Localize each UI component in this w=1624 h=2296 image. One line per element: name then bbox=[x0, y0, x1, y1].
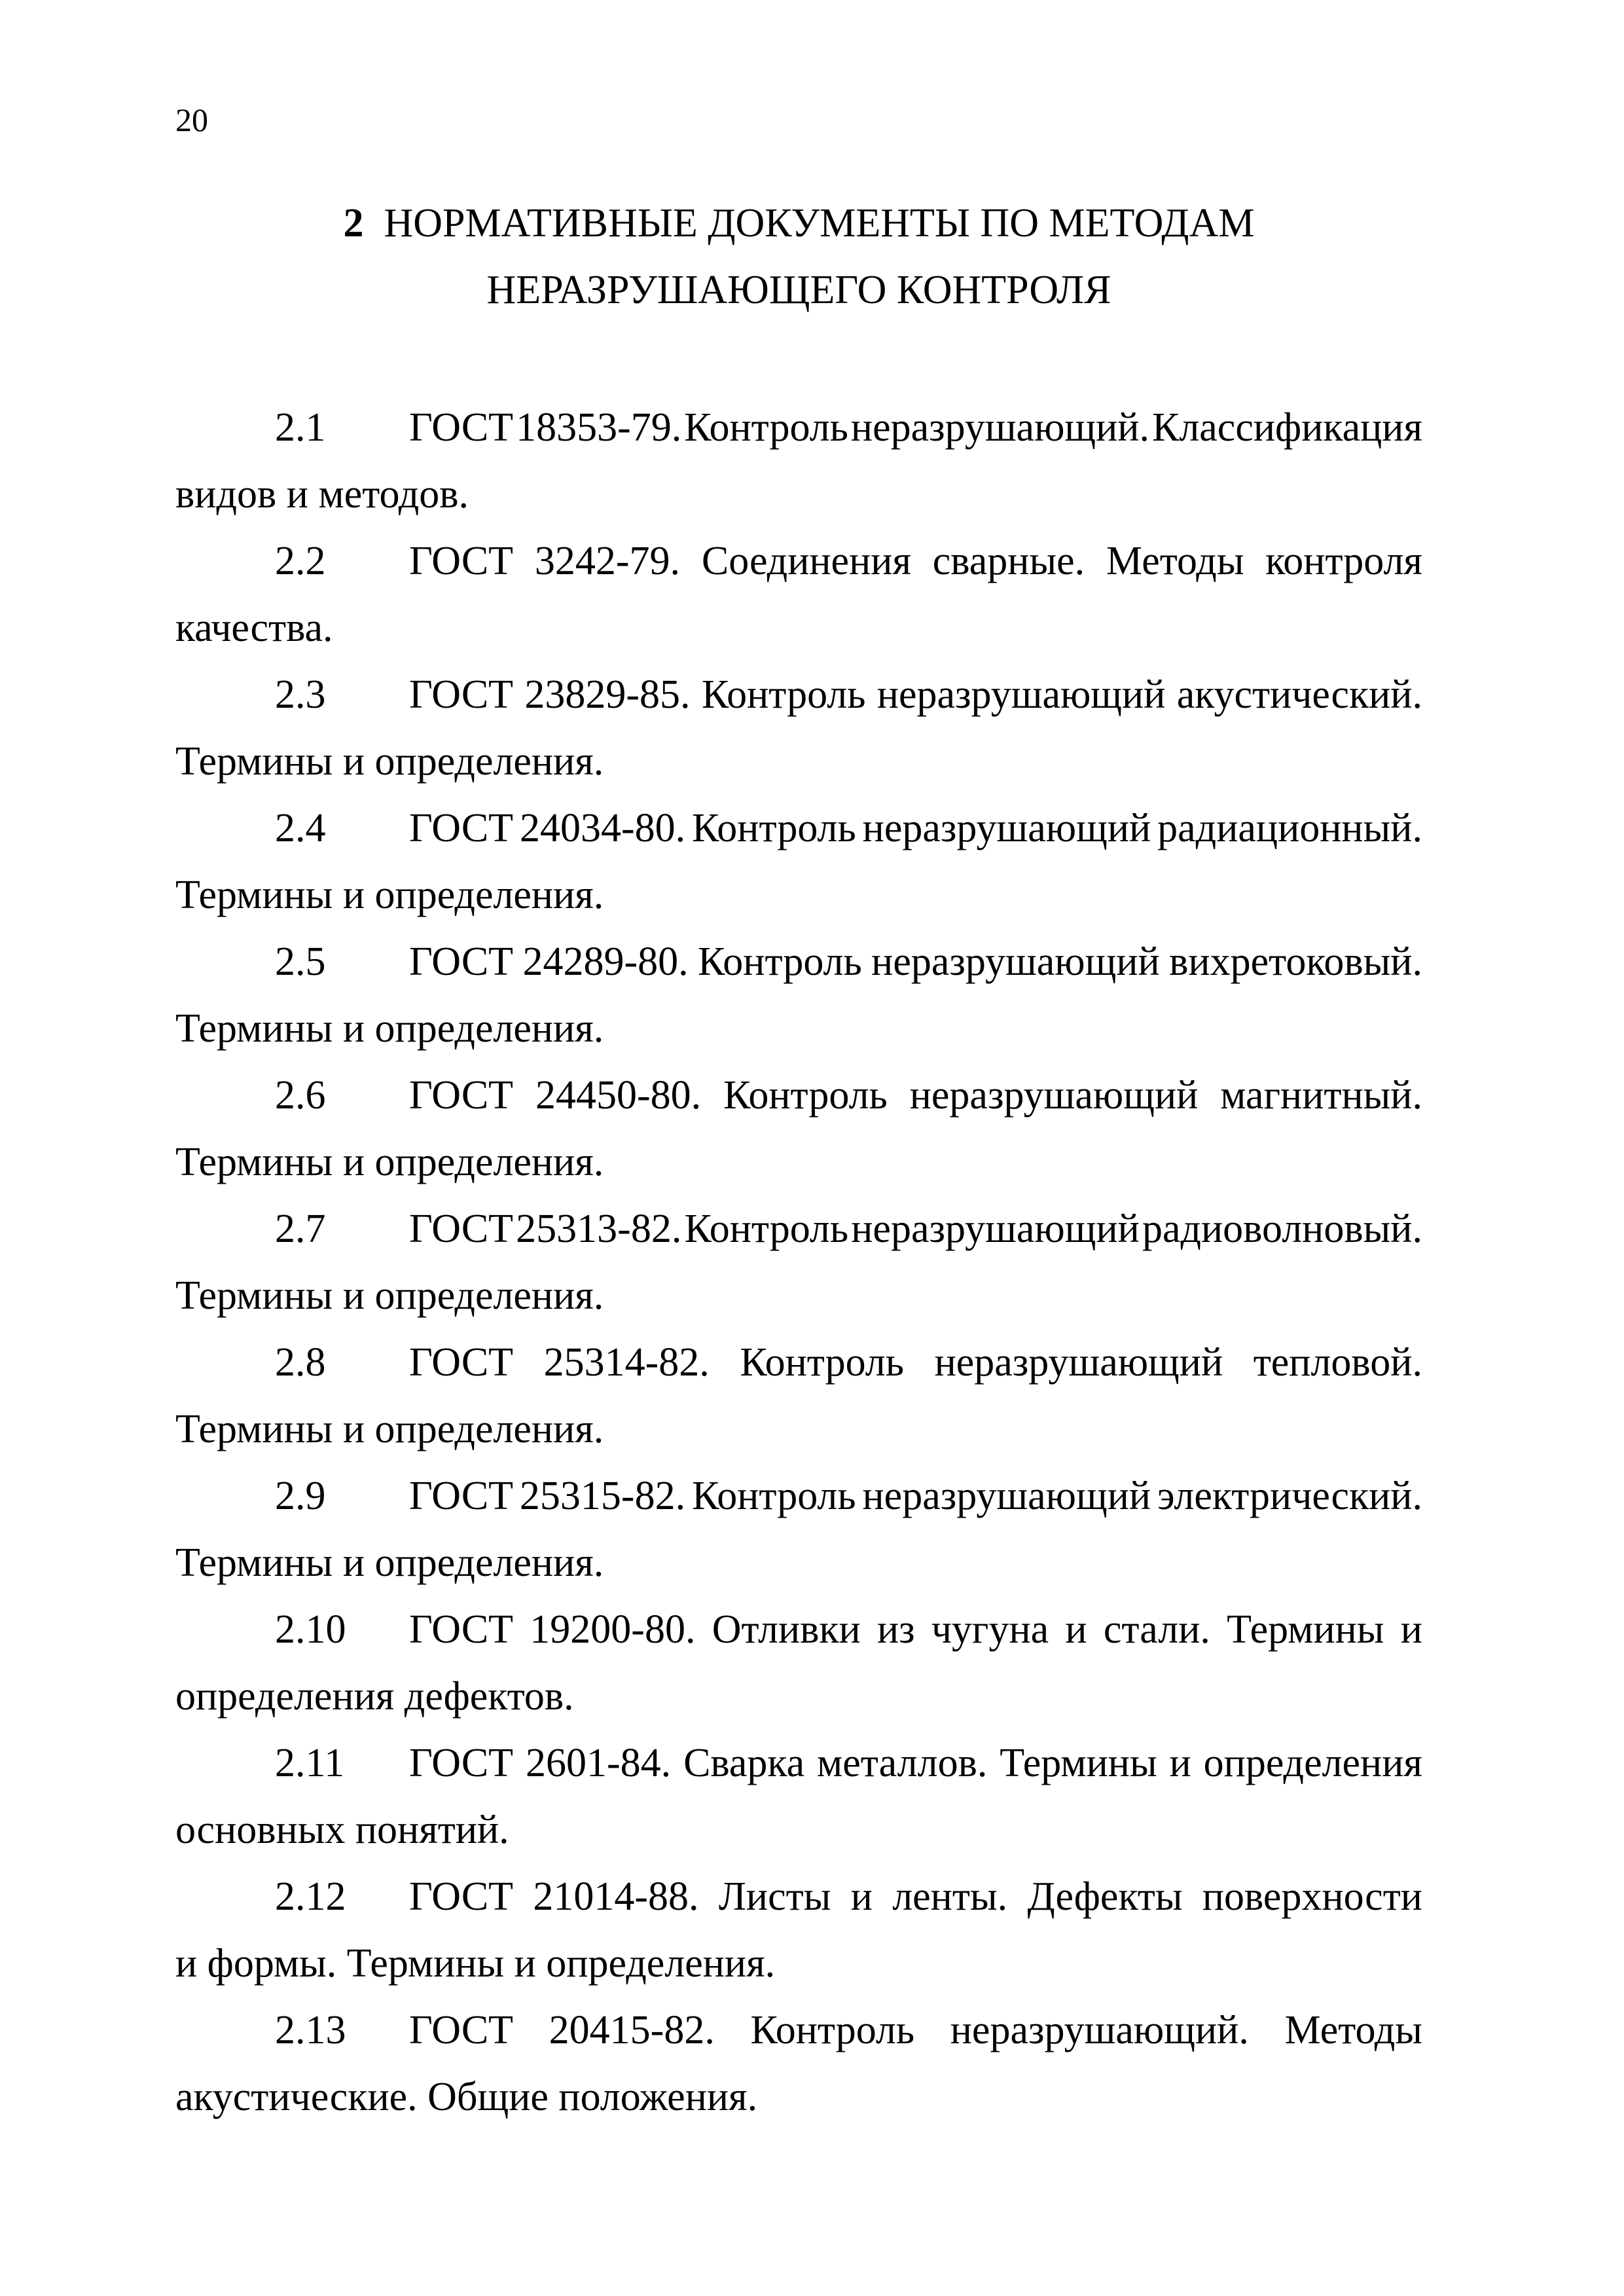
reference-item bbox=[175, 661, 1422, 795]
reference-word: неразрушающий bbox=[876, 672, 1166, 717]
reference-word: неразрушающий bbox=[871, 939, 1160, 984]
heading-line-1 bbox=[175, 190, 1422, 257]
reference-word: 24450-80. bbox=[535, 1073, 702, 1118]
reference-number: 2.1 bbox=[275, 405, 326, 450]
reference-word: стали. bbox=[1103, 1607, 1210, 1652]
reference-word: 24289-80. bbox=[522, 939, 689, 984]
reference-word: магнитный. bbox=[1220, 1073, 1422, 1118]
reference-title-continuation: Термины и определения. bbox=[175, 739, 604, 784]
reference-title-start bbox=[409, 795, 1422, 862]
reference-word: поверхности bbox=[1202, 1874, 1422, 1919]
reference-word: и bbox=[1169, 1741, 1191, 1785]
reference-word: сварные. bbox=[932, 539, 1085, 583]
reference-first-line bbox=[175, 1195, 1422, 1262]
reference-word: контроля bbox=[1265, 539, 1422, 583]
reference-word: ГОСТ bbox=[409, 672, 514, 717]
reference-number: 2.5 bbox=[275, 939, 326, 984]
reference-word: акустический. bbox=[1176, 672, 1422, 717]
reference-title-start bbox=[409, 1596, 1422, 1663]
reference-first-line bbox=[175, 795, 1422, 862]
reference-word: 23829-85. bbox=[524, 672, 691, 717]
reference-word: радиационный. bbox=[1157, 806, 1422, 850]
reference-word: ГОСТ bbox=[409, 1874, 514, 1919]
reference-item bbox=[175, 528, 1422, 661]
reference-title-continuation: Термины и определения. bbox=[175, 1006, 604, 1051]
reference-word: тепловой. bbox=[1253, 1340, 1422, 1385]
reference-word: и bbox=[850, 1874, 873, 1919]
reference-first-line bbox=[175, 1596, 1422, 1663]
reference-title-continuation: определения дефектов. bbox=[175, 1674, 574, 1719]
reference-word: Дефекты bbox=[1027, 1874, 1183, 1919]
reference-word: определения bbox=[1203, 1741, 1422, 1785]
reference-title-continuation: Термины и определения. bbox=[175, 1140, 604, 1184]
reference-item bbox=[175, 1997, 1422, 2130]
reference-word: Методы bbox=[1106, 539, 1244, 583]
reference-item bbox=[175, 1062, 1422, 1195]
reference-word: Контроль bbox=[723, 1073, 888, 1118]
reference-word: Контроль bbox=[684, 1207, 849, 1251]
reference-number: 2.11 bbox=[275, 1741, 345, 1785]
reference-word: Листы bbox=[718, 1874, 831, 1919]
reference-number: 2.13 bbox=[275, 2008, 346, 2052]
heading-text-1: НОРМАТИВНЫЕ ДОКУМЕНТЫ ПО МЕТОДАМ bbox=[384, 201, 1255, 246]
reference-word: ГОСТ bbox=[409, 1474, 514, 1518]
reference-first-line bbox=[175, 1997, 1422, 2064]
reference-word: металлов. bbox=[817, 1741, 988, 1785]
reference-word: чугуна bbox=[931, 1607, 1049, 1652]
section-number: 2 bbox=[343, 201, 364, 246]
reference-number: 2.7 bbox=[275, 1207, 326, 1251]
reference-word: ГОСТ bbox=[409, 1741, 514, 1785]
reference-word: 18353-79. bbox=[516, 405, 682, 450]
reference-title-start bbox=[409, 1863, 1422, 1930]
reference-word: ГОСТ bbox=[409, 1607, 514, 1652]
reference-number: 2.4 bbox=[275, 806, 326, 850]
reference-word: Сварка bbox=[683, 1741, 805, 1785]
reference-word: Термины bbox=[1000, 1741, 1157, 1785]
reference-word: 3242-79. bbox=[534, 539, 681, 583]
reference-title-continuation: Термины и определения. bbox=[175, 1540, 604, 1585]
reference-word: ленты. bbox=[892, 1874, 1008, 1919]
reference-title-start bbox=[409, 394, 1422, 461]
reference-item bbox=[175, 928, 1422, 1062]
reference-word: ГОСТ bbox=[409, 539, 514, 583]
reference-title-start bbox=[409, 1329, 1422, 1396]
reference-number: 2.8 bbox=[275, 1340, 326, 1385]
section-heading bbox=[175, 190, 1422, 323]
reference-number: 2.12 bbox=[275, 1874, 346, 1919]
reference-title-start bbox=[409, 661, 1422, 728]
reference-word: Отливки bbox=[712, 1607, 861, 1652]
reference-word: из bbox=[876, 1607, 915, 1652]
reference-number: 2.2 bbox=[275, 539, 326, 583]
reference-word: неразрушающий bbox=[934, 1340, 1223, 1385]
reference-word: и bbox=[1065, 1607, 1087, 1652]
reference-word: Контроль bbox=[740, 1340, 905, 1385]
reference-item bbox=[175, 1463, 1422, 1596]
reference-number: 2.10 bbox=[275, 1607, 346, 1652]
heading-line-2: НЕРАЗРУШАЮЩЕГО КОНТРОЛЯ bbox=[486, 268, 1111, 312]
reference-word: неразрушающий. bbox=[850, 405, 1149, 450]
reference-title-start bbox=[409, 1730, 1422, 1796]
reference-item bbox=[175, 795, 1422, 928]
reference-word: ГОСТ bbox=[409, 1340, 514, 1385]
reference-list bbox=[175, 394, 1422, 2130]
reference-first-line bbox=[175, 1730, 1422, 1796]
reference-number: 2.6 bbox=[275, 1073, 326, 1118]
reference-number: 2.3 bbox=[275, 672, 326, 717]
reference-word: 2601-84. bbox=[525, 1741, 672, 1785]
reference-word: 20415-82. bbox=[549, 2008, 715, 2052]
reference-first-line bbox=[175, 661, 1422, 728]
reference-word: вихретоковый. bbox=[1169, 939, 1422, 984]
reference-first-line bbox=[175, 1062, 1422, 1129]
reference-title-continuation: акустические. Общие положения. bbox=[175, 2075, 758, 2119]
reference-word: ГОСТ bbox=[409, 939, 514, 984]
reference-number: 2.9 bbox=[275, 1474, 326, 1518]
reference-word: электрический. bbox=[1157, 1474, 1422, 1518]
reference-word: неразрушающий. bbox=[950, 2008, 1249, 2052]
reference-word: Методы bbox=[1284, 2008, 1422, 2052]
reference-word: и bbox=[1400, 1607, 1422, 1652]
reference-title-continuation: и формы. Термины и определения. bbox=[175, 1941, 776, 1986]
reference-word: Контроль bbox=[691, 1474, 856, 1518]
reference-first-line bbox=[175, 1329, 1422, 1396]
reference-item bbox=[175, 1863, 1422, 1997]
reference-word: неразрушающий bbox=[862, 806, 1151, 850]
reference-first-line bbox=[175, 928, 1422, 995]
reference-word: Классификация bbox=[1152, 405, 1422, 450]
reference-word: Контроль bbox=[750, 2008, 915, 2052]
reference-title-continuation: Термины и определения. bbox=[175, 1407, 604, 1451]
reference-title-start bbox=[409, 1062, 1422, 1129]
reference-word: Контроль bbox=[701, 672, 866, 717]
reference-word: неразрушающий bbox=[851, 1207, 1140, 1251]
reference-first-line bbox=[175, 1463, 1422, 1529]
reference-word: Контроль bbox=[698, 939, 862, 984]
reference-title-start bbox=[409, 528, 1422, 594]
reference-title-continuation: Термины и определения. bbox=[175, 1273, 604, 1318]
reference-title-continuation: основных понятий. bbox=[175, 1808, 509, 1852]
reference-item bbox=[175, 1195, 1422, 1329]
reference-word: 21014-88. bbox=[533, 1874, 699, 1919]
reference-word: неразрушающий bbox=[862, 1474, 1151, 1518]
reference-title-start bbox=[409, 1463, 1422, 1529]
reference-word: радиоволновый. bbox=[1142, 1207, 1422, 1251]
reference-word: ГОСТ bbox=[409, 1207, 514, 1251]
reference-word: Соединения bbox=[701, 539, 911, 583]
reference-word: Контроль bbox=[684, 405, 848, 450]
reference-word: 24034-80. bbox=[519, 806, 686, 850]
reference-title-continuation: видов и методов. bbox=[175, 472, 469, 517]
reference-word: 25314-82. bbox=[543, 1340, 710, 1385]
reference-word: ГОСТ bbox=[409, 2008, 514, 2052]
reference-item bbox=[175, 1329, 1422, 1463]
reference-title-continuation: качества. bbox=[175, 606, 333, 650]
reference-word: 25313-82. bbox=[516, 1207, 682, 1251]
page-number: 20 bbox=[175, 101, 208, 138]
reference-item bbox=[175, 1596, 1422, 1730]
reference-word: ГОСТ bbox=[409, 1073, 514, 1118]
reference-first-line bbox=[175, 1863, 1422, 1930]
reference-word: ГОСТ bbox=[409, 806, 514, 850]
reference-title-start bbox=[409, 1997, 1422, 2064]
reference-item bbox=[175, 394, 1422, 528]
reference-word: Контроль bbox=[692, 806, 856, 850]
reference-title-start bbox=[409, 1195, 1422, 1262]
reference-word: неразрушающий bbox=[909, 1073, 1199, 1118]
reference-first-line bbox=[175, 528, 1422, 594]
reference-title-start bbox=[409, 928, 1422, 995]
reference-first-line bbox=[175, 394, 1422, 461]
reference-word: ГОСТ bbox=[409, 405, 514, 450]
reference-word: 25315-82. bbox=[519, 1474, 686, 1518]
reference-word: Термины bbox=[1227, 1607, 1384, 1652]
reference-word: 19200-80. bbox=[530, 1607, 696, 1652]
reference-item bbox=[175, 1730, 1422, 1863]
reference-title-continuation: Термины и определения. bbox=[175, 873, 604, 917]
